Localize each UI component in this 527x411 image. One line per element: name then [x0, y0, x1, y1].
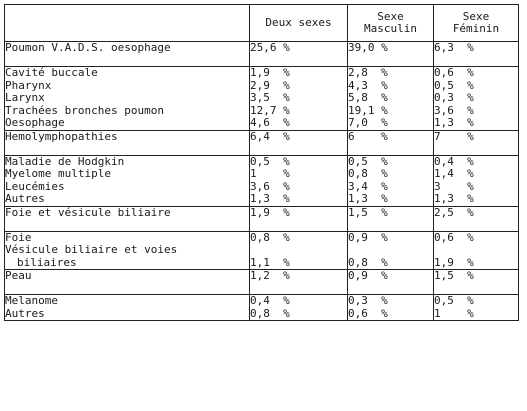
- list-item: Melanome: [5, 294, 58, 307]
- list-item: 0,5 %: [250, 154, 290, 168]
- list-item: 0,8 %: [250, 230, 290, 244]
- list-item: Leucémies: [5, 179, 65, 193]
- list-item: 4,3 %: [348, 78, 388, 92]
- section-value-both: 6,4 %: [250, 130, 348, 155]
- header-both-sexes: Deux sexes: [250, 5, 348, 42]
- header-empty-cell: [5, 5, 250, 42]
- list-item: 0,8 %: [348, 167, 388, 180]
- detail-values-male: [348, 231, 434, 270]
- section-value-female: 7 %: [434, 130, 519, 155]
- list-item: Foie: [5, 230, 32, 244]
- list-item: 12,7 %: [250, 103, 290, 117]
- list-item: Myelome multiple: [5, 167, 111, 180]
- section-value-female: 6,3 %: [434, 42, 519, 67]
- list-item: 2,9 %: [250, 78, 290, 92]
- list-item: Larynx: [5, 91, 45, 104]
- list-item: 1,3 %: [434, 116, 474, 129]
- list-item: 0,5 %: [434, 294, 474, 307]
- list-item: 4,6 %: [250, 116, 290, 129]
- detail-row: [5, 155, 519, 206]
- section-value-male: 0,9 %: [348, 270, 434, 295]
- section-value-both: 1,2 %: [250, 270, 348, 295]
- section-value-both: 25,6 %: [250, 42, 348, 67]
- list-item: 3,6 %: [434, 103, 474, 117]
- list-item: Maladie de Hodgkin: [5, 154, 125, 168]
- detail-values-female: [434, 295, 519, 321]
- section-value-male: 39,0 %: [348, 42, 434, 67]
- detail-values-male: [348, 295, 434, 321]
- list-item: Cavité buccale: [5, 66, 98, 79]
- detail-values-both: [250, 295, 348, 321]
- detail-values-both: [250, 67, 348, 131]
- section-title: Peau: [5, 270, 250, 295]
- detail-values-female: [434, 155, 519, 206]
- detail-labels: [5, 295, 250, 321]
- list-item-continuation: 0,8 %: [348, 255, 388, 269]
- list-item: 0,6 %: [348, 306, 388, 320]
- list-item: 0,9 %: [348, 230, 388, 244]
- list-item: 0,6 %: [434, 230, 474, 244]
- section-row: [5, 130, 519, 155]
- list-item: 7,0 %: [348, 116, 388, 129]
- list-item: 0,4 %: [250, 294, 290, 307]
- list-item: 1,9 %: [250, 66, 290, 79]
- section-row: [5, 42, 519, 67]
- section-title: Poumon V.A.D.S. oesophage: [5, 42, 250, 67]
- section-title: Hemolymphopathies: [5, 130, 250, 155]
- list-item: 5,8 %: [348, 91, 388, 104]
- list-item-continuation: 1,1 %: [250, 255, 290, 269]
- list-item: [250, 244, 347, 257]
- list-item: Vésicule biliaire et voies: [5, 243, 178, 256]
- header-male: Sexe Masculin: [348, 5, 434, 42]
- section-row: [5, 206, 519, 231]
- list-item-continuation: biliaires: [17, 255, 77, 269]
- detail-labels: [5, 67, 250, 131]
- list-item: 3,6 %: [250, 179, 290, 193]
- list-item: 1,4 %: [434, 167, 474, 180]
- detail-values-male: [348, 155, 434, 206]
- list-item: 0,4 %: [434, 154, 474, 168]
- detail-values-female: [434, 67, 519, 131]
- list-item: [348, 244, 433, 257]
- list-item: 0,3 %: [434, 91, 474, 104]
- list-item: 1,3 %: [434, 192, 474, 205]
- detail-values-both: [250, 231, 348, 270]
- list-item: Pharynx: [5, 78, 52, 92]
- detail-values-female: [434, 231, 519, 270]
- section-value-both: 1,9 %: [250, 206, 348, 231]
- list-item: 2,8 %: [348, 66, 388, 79]
- list-item: [434, 244, 518, 257]
- list-item: 0,5 %: [348, 154, 388, 168]
- section-value-male: 1,5 %: [348, 206, 434, 231]
- list-item: 0,3 %: [348, 294, 388, 307]
- list-item: Autres: [5, 192, 45, 205]
- detail-row: [5, 231, 519, 270]
- list-item: 1 %: [434, 306, 474, 320]
- list-item: 0,8 %: [250, 306, 290, 320]
- detail-values-male: [348, 67, 434, 131]
- list-item: 1 %: [250, 167, 290, 180]
- detail-row: [5, 67, 519, 131]
- section-value-female: 2,5 %: [434, 206, 519, 231]
- section-value-female: 1,5 %: [434, 270, 519, 295]
- detail-labels: [5, 155, 250, 206]
- detail-values-both: [250, 155, 348, 206]
- section-title: Foie et vésicule biliaire: [5, 206, 250, 231]
- section-value-male: 6 %: [348, 130, 434, 155]
- list-item: Autres: [5, 306, 45, 320]
- list-item: 0,5 %: [434, 78, 474, 92]
- section-row: [5, 270, 519, 295]
- list-item: Trachées bronches poumon: [5, 103, 164, 117]
- list-item: 19,1 %: [348, 103, 388, 117]
- list-item: 3,4 %: [348, 179, 388, 193]
- list-item: 1,3 %: [348, 192, 388, 205]
- detail-row: [5, 295, 519, 321]
- list-item: 0,6 %: [434, 66, 474, 79]
- list-item: 3,5 %: [250, 91, 290, 104]
- detail-labels: [5, 231, 250, 270]
- cancer-statistics-table: [4, 4, 519, 321]
- list-item-continuation: 1,9 %: [434, 255, 474, 269]
- list-item: 1,3 %: [250, 192, 290, 205]
- header-row: [5, 5, 519, 42]
- header-female: Sexe Féminin: [434, 5, 519, 42]
- list-item: 3 %: [434, 179, 474, 193]
- list-item: Oesophage: [5, 116, 65, 129]
